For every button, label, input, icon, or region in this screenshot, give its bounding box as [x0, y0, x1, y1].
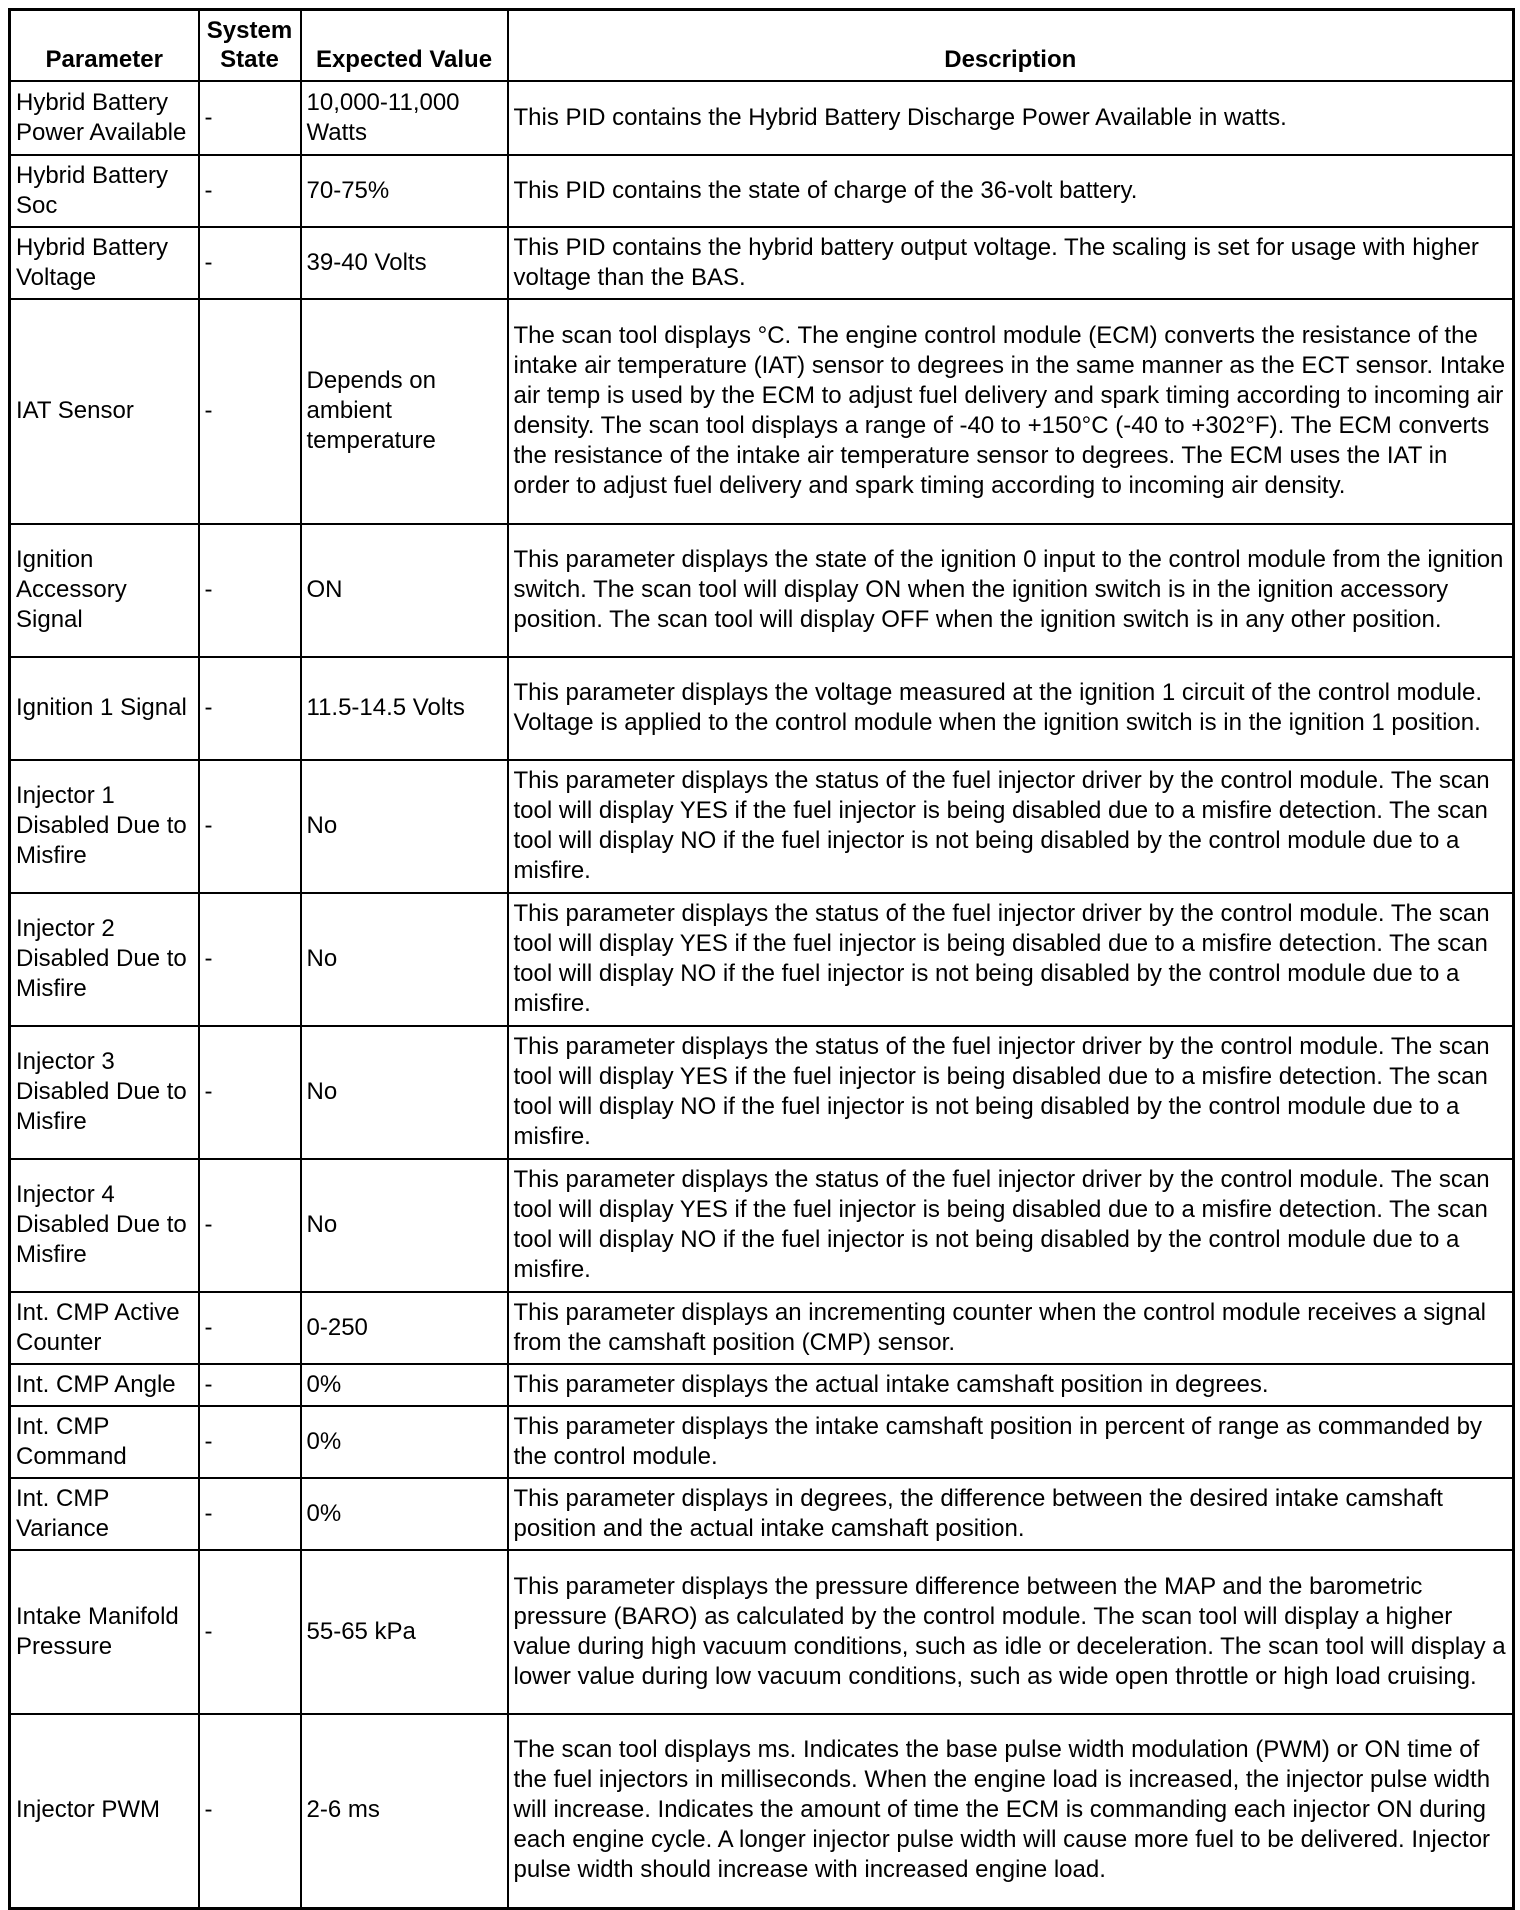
cell-description: This parameter displays in degrees, the difference between the desired intake camshaft position and the actual intake camshaft position. [508, 1478, 1514, 1550]
cell-parameter: Injector 1 Disabled Due to Misfire [10, 760, 199, 893]
cell-system-state: - [199, 524, 301, 657]
cell-description: This parameter displays the actual intake camshaft position in degrees. [508, 1364, 1514, 1406]
cell-description: This PID contains the Hybrid Battery Discharge Power Available in watts. [508, 81, 1514, 155]
cell-expected-value: 0% [301, 1364, 508, 1406]
cell-parameter: Hybrid Battery Soc [10, 155, 199, 227]
parameter-table [8, 8, 1515, 1910]
cell-parameter: Ignition Accessory Signal [10, 524, 199, 657]
table-row [10, 227, 1514, 299]
cell-parameter: Injector 2 Disabled Due to Misfire [10, 893, 199, 1026]
table-row [10, 657, 1514, 760]
header-system-state: System State [199, 10, 301, 82]
cell-system-state: - [199, 1550, 301, 1714]
cell-system-state: - [199, 155, 301, 227]
cell-system-state: - [199, 657, 301, 760]
cell-system-state: - [199, 299, 301, 524]
cell-system-state: - [199, 893, 301, 1026]
cell-system-state: - [199, 1714, 301, 1908]
table-row [10, 1714, 1514, 1908]
cell-parameter: Injector 3 Disabled Due to Misfire [10, 1026, 199, 1159]
cell-description: This parameter displays the pressure difference between the MAP and the barometric pressure (BARO) as calculated by the control module. The scan tool will display a higher value during high vacuum conditions, such as idle or deceleration. The scan tool will display a lower value during low vacuum conditions, such as wide open throttle or high load cruising. [508, 1550, 1514, 1714]
cell-description: This parameter displays the state of the ignition 0 input to the control module from the ignition switch. The scan tool will display ON when the ignition switch is in the ignition accessory position. The scan tool will display OFF when the ignition switch is in any other position. [508, 524, 1514, 657]
cell-expected-value: 70-75% [301, 155, 508, 227]
cell-expected-value: No [301, 1026, 508, 1159]
table-row [10, 1292, 1514, 1364]
table-row [10, 1364, 1514, 1406]
cell-expected-value: 39-40 Volts [301, 227, 508, 299]
table-header [10, 10, 1514, 82]
cell-system-state: - [199, 1159, 301, 1292]
header-expected-value: Expected Value [301, 10, 508, 82]
table-row [10, 1159, 1514, 1292]
cell-description: This parameter displays the status of the fuel injector driver by the control module. The scan tool will display YES if the fuel injector is being disabled due to a misfire detection. The scan tool will display NO if the fuel injector is not being disabled by the control module due to a misfire. [508, 1159, 1514, 1292]
table-row [10, 1406, 1514, 1478]
cell-expected-value: No [301, 893, 508, 1026]
cell-expected-value: 0% [301, 1406, 508, 1478]
cell-parameter: IAT Sensor [10, 299, 199, 524]
header-row [10, 10, 1514, 82]
table-row [10, 1478, 1514, 1550]
cell-description: The scan tool displays °C. The engine control module (ECM) converts the resistance of the intake air temperature (IAT) sensor to degrees in the same manner as the ECT sensor. Intake air temp is used by the ECM to adjust fuel delivery and spark timing according to incoming air density. The scan tool displays a range of -40 to +150°C (-40 to +302°F). The ECM converts the resistance of the intake air temperature sensor to degrees. The ECM uses the IAT in order to adjust fuel delivery and spark timing according to incoming air density. [508, 299, 1514, 524]
cell-system-state: - [199, 1406, 301, 1478]
table-row [10, 893, 1514, 1026]
cell-parameter: Ignition 1 Signal [10, 657, 199, 760]
table-row [10, 1550, 1514, 1714]
cell-expected-value: Depends on ambient temperature [301, 299, 508, 524]
cell-parameter: Injector 4 Disabled Due to Misfire [10, 1159, 199, 1292]
table-row [10, 1026, 1514, 1159]
cell-parameter: Int. CMP Angle [10, 1364, 199, 1406]
cell-parameter: Intake Manifold Pressure [10, 1550, 199, 1714]
cell-system-state: - [199, 1478, 301, 1550]
cell-description: This PID contains the hybrid battery output voltage. The scaling is set for usage with higher voltage than the BAS. [508, 227, 1514, 299]
cell-expected-value: No [301, 1159, 508, 1292]
table-row [10, 760, 1514, 893]
cell-description: This parameter displays the status of the fuel injector driver by the control module. The scan tool will display YES if the fuel injector is being disabled due to a misfire detection. The scan tool will display NO if the fuel injector is not being disabled by the control module due to a misfire. [508, 893, 1514, 1026]
cell-parameter: Hybrid Battery Power Available [10, 81, 199, 155]
cell-parameter: Injector PWM [10, 1714, 199, 1908]
cell-expected-value: ON [301, 524, 508, 657]
header-description: Description [508, 10, 1514, 82]
cell-expected-value: 2-6 ms [301, 1714, 508, 1908]
cell-parameter: Int. CMP Active Counter [10, 1292, 199, 1364]
cell-system-state: - [199, 1364, 301, 1406]
header-parameter: Parameter [10, 10, 199, 82]
table-row [10, 299, 1514, 524]
cell-description: This parameter displays the intake camshaft position in percent of range as commanded by the control module. [508, 1406, 1514, 1478]
cell-system-state: - [199, 81, 301, 155]
table-row [10, 81, 1514, 155]
cell-description: This parameter displays the voltage measured at the ignition 1 circuit of the control module. Voltage is applied to the control module when the ignition switch is in the ignition 1 position. [508, 657, 1514, 760]
cell-description: This parameter displays the status of the fuel injector driver by the control module. The scan tool will display YES if the fuel injector is being disabled due to a misfire detection. The scan tool will display NO if the fuel injector is not being disabled by the control module due to a misfire. [508, 1026, 1514, 1159]
cell-description: This parameter displays an incrementing counter when the control module receives a signal from the camshaft position (CMP) sensor. [508, 1292, 1514, 1364]
table-row [10, 155, 1514, 227]
cell-expected-value: 55-65 kPa [301, 1550, 508, 1714]
cell-system-state: - [199, 227, 301, 299]
cell-parameter: Hybrid Battery Voltage [10, 227, 199, 299]
cell-parameter: Int. CMP Variance [10, 1478, 199, 1550]
cell-expected-value: No [301, 760, 508, 893]
cell-expected-value: 0% [301, 1478, 508, 1550]
cell-expected-value: 0-250 [301, 1292, 508, 1364]
cell-parameter: Int. CMP Command [10, 1406, 199, 1478]
cell-description: The scan tool displays ms. Indicates the base pulse width modulation (PWM) or ON time of the fuel injectors in milliseconds. When the engine load is increased, the injector pulse width will increase. Indicates the amount of time the ECM is commanding each injector ON during each engine cycle. A longer injector pulse width will cause more fuel to be delivered. Injector pulse width should increase with increased engine load. [508, 1714, 1514, 1908]
cell-description: This PID contains the state of charge of the 36-volt battery. [508, 155, 1514, 227]
cell-system-state: - [199, 1292, 301, 1364]
cell-expected-value: 10,000-11,000 Watts [301, 81, 508, 155]
cell-system-state: - [199, 1026, 301, 1159]
cell-description: This parameter displays the status of the fuel injector driver by the control module. The scan tool will display YES if the fuel injector is being disabled due to a misfire detection. The scan tool will display NO if the fuel injector is not being disabled by the control module due to a misfire. [508, 760, 1514, 893]
table-body [10, 81, 1514, 1908]
cell-system-state: - [199, 760, 301, 893]
table-row [10, 524, 1514, 657]
cell-expected-value: 11.5-14.5 Volts [301, 657, 508, 760]
